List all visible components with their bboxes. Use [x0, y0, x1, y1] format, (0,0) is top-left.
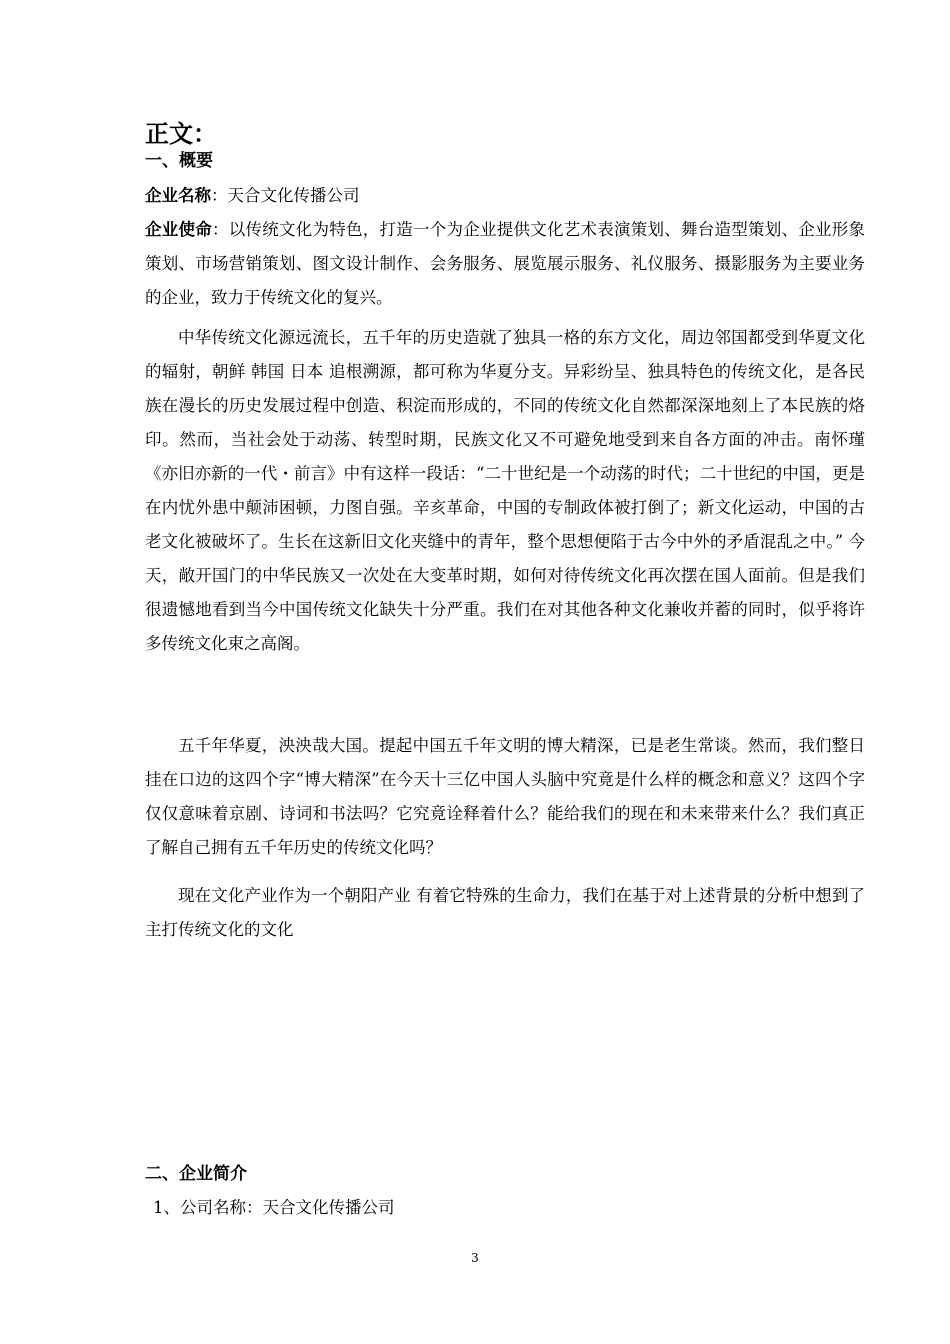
company-name-label: 企业名称	[145, 186, 211, 205]
section-heading-company-intro: 二、企业简介	[145, 1164, 247, 1184]
company-name-line	[145, 179, 865, 213]
company-intro-item-1: 1、公司名称：天合文化传播公司	[153, 1198, 395, 1217]
mission-value: ：以传统文化为特色，打造一个为企业提供文化艺术表演策划、舞台造型策划、企业形象策划、市场营销策划、图文设计制作、会务服务、展览展示服务、礼仪服务、摄影服务为主要业务的企业，致力于传统文化的复兴。	[145, 220, 865, 307]
mission-line	[145, 213, 865, 315]
body-paragraph-1: 中华传统文化源远流长，五千年的历史造就了独具一格的东方文化，周边邻国都受到华夏文化的辐射，朝鲜 韩国 日本 追根溯源，都可称为华夏分支。异彩纷呈、独具特色的传统文化，是各民族在漫长的历史发展过程中创造、积淀而形成的，不同的传统文化自然都深深地刻上了本民族的烙印。然而，当社会处于动荡、转型时期，民族文化又不可避免地受到来自各方面的冲击。南怀瑾《亦旧亦新的一代・前言》中有这样一段话：“二十世纪是一个动荡的时代；二十世纪的中国，更是在内忧外患中颠沛困顿，力图自强。辛亥革命，中国的专制政体被打倒了；新文化运动，中国的古老文化被破坏了。生长在这新旧文化夹缝中的青年，整个思想便陷于古今中外的矛盾混乱之中。” 今天，敞开国门的中华民族又一次处在大变革时期，如何对待传统文化再次摆在国人面前。但是我们很遗憾地看到当今中国传统文化缺失十分严重。我们在对其他各种文化兼收并蓄的同时，似乎将许多传统文化束之高阁。	[145, 328, 865, 653]
section-heading-overview: 一、概要	[145, 151, 213, 171]
page-number: 3	[471, 1251, 479, 1265]
main-title: 正文：	[145, 120, 217, 148]
body-paragraph-2: 五千年华夏，泱泱哉大国。提起中国五千年文明的博大精深，已是老生常谈。然而，我们整日挂在口边的这四个字“博大精深”在今天十三亿中国人头脑中究竟是什么样的概念和意义？这四个字仅仅意味着京剧、诗词和书法吗？它究竟诠释着什么？能给我们的现在和未来带来什么？我们真正了解自己拥有五千年历史的传统文化吗？	[145, 736, 865, 857]
mission-label: 企业使命	[145, 220, 212, 239]
company-name-value: ：天合文化传播公司	[211, 186, 360, 205]
body-paragraph-3: 现在文化产业作为一个朝阳产业 有着它特殊的生命力，我们在基于对上述背景的分析中想到了主打传统文化的文化	[145, 886, 865, 939]
